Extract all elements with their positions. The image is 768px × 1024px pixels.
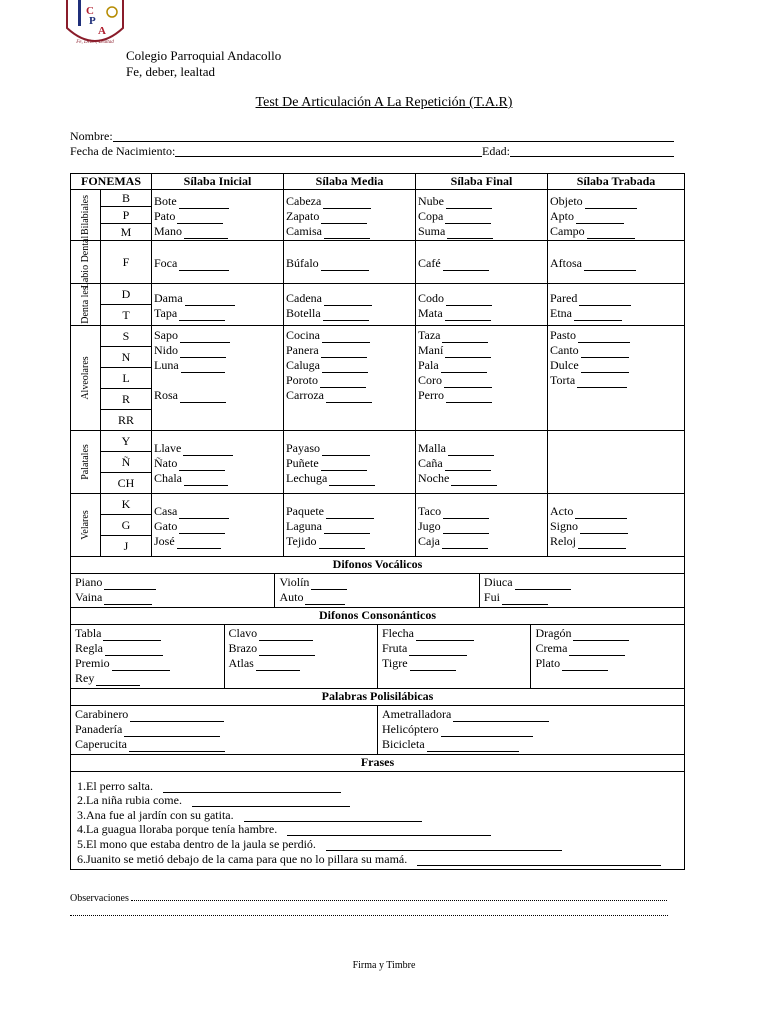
phoneme-cell: M xyxy=(101,224,152,241)
word-item[interactable] xyxy=(286,343,413,358)
phoneme-row xyxy=(71,431,685,452)
difonos-vocalicos-title: Difonos Vocálicos xyxy=(71,557,685,574)
word-label: Pasto xyxy=(550,328,577,342)
word-item[interactable] xyxy=(154,343,281,358)
word-item[interactable] xyxy=(154,388,281,403)
word-item[interactable] xyxy=(286,209,413,224)
word-item[interactable] xyxy=(535,641,680,656)
word-item[interactable] xyxy=(286,504,413,519)
word-item[interactable] xyxy=(418,388,545,403)
word-item[interactable] xyxy=(75,707,373,722)
word-label: Bote xyxy=(154,193,177,208)
word-item[interactable] xyxy=(550,343,682,358)
cell-trabada xyxy=(548,190,685,241)
word-item[interactable] xyxy=(418,194,545,209)
word-item[interactable] xyxy=(535,656,680,671)
word-item[interactable] xyxy=(382,722,680,737)
group-label: Palatales xyxy=(79,444,91,480)
word-item[interactable] xyxy=(382,626,526,641)
frase-text: 1.El perro salta. xyxy=(77,778,153,793)
word-label: Foca xyxy=(154,255,178,270)
svg-text:A: A xyxy=(98,25,106,37)
word-label: Sapo xyxy=(154,328,178,342)
difonos-consonanticos-column xyxy=(224,625,377,688)
word-item[interactable] xyxy=(229,626,373,641)
document-title: Test De Articulación A La Repetición (T.A.R) xyxy=(255,95,513,110)
cell-trabada xyxy=(548,284,685,326)
word-item[interactable] xyxy=(154,256,281,271)
word-item[interactable] xyxy=(418,519,545,534)
word-item[interactable] xyxy=(154,456,281,471)
difonos-vocalicos-column xyxy=(479,574,684,607)
word-item[interactable] xyxy=(75,671,220,686)
word-item[interactable] xyxy=(154,328,281,343)
difonos-vocalicos-section xyxy=(71,574,684,607)
group-label-cell xyxy=(71,190,101,241)
frase-text: 5.El mono que estaba dentro de la jaula se perdió. xyxy=(77,836,316,851)
word-item[interactable] xyxy=(550,291,682,306)
word-label: Malla xyxy=(418,440,446,455)
observaciones-line-2[interactable] xyxy=(70,905,668,916)
word-label: Rey xyxy=(75,671,95,685)
word-item[interactable] xyxy=(75,656,220,671)
word-label: Piano xyxy=(75,575,103,589)
word-label: Carroza xyxy=(286,388,324,402)
word-item[interactable] xyxy=(550,306,682,321)
word-label: Casa xyxy=(154,503,178,518)
phoneme-cell: L xyxy=(101,368,152,389)
header-final: Sílaba Final xyxy=(416,174,548,190)
cell-trabada xyxy=(548,494,685,557)
word-label: Vaina xyxy=(75,590,103,604)
word-item[interactable] xyxy=(550,209,682,224)
word-item[interactable] xyxy=(286,358,413,373)
word-label: Cabeza xyxy=(286,193,322,208)
phoneme-cell: CH xyxy=(101,473,152,494)
phoneme-row xyxy=(71,241,685,284)
difonos-consonanticos-title: Difonos Consonánticos xyxy=(71,608,685,625)
word-item[interactable] xyxy=(550,373,682,388)
word-label: Camisa xyxy=(286,223,322,238)
word-item[interactable] xyxy=(154,534,281,549)
word-label: Botella xyxy=(286,305,321,320)
cell-inicial xyxy=(152,494,284,557)
difonos-consonanticos-column xyxy=(377,625,530,688)
articulation-table xyxy=(70,173,685,870)
cell-media xyxy=(284,494,416,557)
phoneme-cell: J xyxy=(101,536,152,557)
word-label: Tejido xyxy=(286,533,317,548)
frase-text: 4.La guagua lloraba porque tenía hambre. xyxy=(77,822,278,837)
observaciones-label: Observaciones xyxy=(70,893,129,904)
word-label: Copa xyxy=(418,208,444,223)
word-item[interactable] xyxy=(418,209,545,224)
word-label: Taco xyxy=(418,503,442,518)
word-item[interactable] xyxy=(286,306,413,321)
word-label: Codo xyxy=(418,290,445,305)
word-item[interactable] xyxy=(550,519,682,534)
word-item[interactable] xyxy=(418,306,545,321)
difonos-consonanticos-section xyxy=(71,625,684,688)
phoneme-row xyxy=(71,284,685,305)
word-label: Helicóptero xyxy=(382,722,439,736)
word-label: Jugo xyxy=(418,518,441,533)
word-item[interactable] xyxy=(286,441,413,456)
group-label: Bilabiales xyxy=(79,195,91,235)
word-label: Poroto xyxy=(286,373,319,387)
word-label: Brazo xyxy=(228,641,258,655)
polisilabicas-column xyxy=(71,706,378,754)
table-header-row xyxy=(71,174,685,190)
word-item[interactable] xyxy=(418,358,545,373)
phoneme-row xyxy=(71,494,685,515)
word-label: Fui xyxy=(483,590,500,604)
word-item[interactable] xyxy=(279,590,474,605)
name-field[interactable] xyxy=(70,128,674,144)
cell-final xyxy=(416,326,548,431)
word-item[interactable] xyxy=(418,534,545,549)
word-label: Rosa xyxy=(154,388,178,402)
cell-media xyxy=(284,284,416,326)
word-label: Violín xyxy=(279,575,310,589)
cell-media xyxy=(284,241,416,284)
word-item[interactable] xyxy=(154,209,281,224)
word-item[interactable] xyxy=(418,291,545,306)
word-item[interactable] xyxy=(279,575,474,590)
cell-media xyxy=(284,190,416,241)
word-label: Cadena xyxy=(286,290,322,305)
polisilabicas-column xyxy=(378,706,685,754)
word-item[interactable] xyxy=(75,722,373,737)
word-label: Fruta xyxy=(381,641,408,655)
word-item[interactable] xyxy=(154,224,281,239)
word-item[interactable] xyxy=(154,373,281,388)
word-item[interactable] xyxy=(418,373,545,388)
word-label: Pala xyxy=(418,358,439,372)
word-item[interactable] xyxy=(550,194,682,209)
word-item[interactable] xyxy=(286,456,413,471)
word-label: Puñete xyxy=(286,455,319,470)
birth-label: Fecha de Nacimiento: xyxy=(70,144,176,158)
cell-media xyxy=(284,431,416,494)
word-item[interactable] xyxy=(75,626,220,641)
frase-item[interactable] xyxy=(77,836,680,851)
word-label: Noche xyxy=(418,470,450,485)
name-label: Nombre: xyxy=(70,129,113,143)
word-label: Objeto xyxy=(550,193,583,208)
word-item[interactable] xyxy=(286,194,413,209)
word-label: Flecha xyxy=(381,626,414,640)
word-label: Nido xyxy=(154,343,178,357)
word-item[interactable] xyxy=(75,590,270,605)
word-label: Torta xyxy=(550,373,576,387)
phoneme-row xyxy=(71,326,685,347)
word-item[interactable] xyxy=(286,471,413,486)
group-label: Denta les xyxy=(79,285,91,324)
cell-final xyxy=(416,241,548,284)
phoneme-row xyxy=(71,190,685,207)
cell-trabada xyxy=(548,431,685,494)
word-label: Taza xyxy=(418,328,441,342)
word-item[interactable] xyxy=(286,328,413,343)
age-field[interactable] xyxy=(510,145,674,157)
word-item[interactable] xyxy=(550,358,682,373)
word-item[interactable] xyxy=(154,471,281,486)
word-item[interactable] xyxy=(229,656,373,671)
cell-inicial xyxy=(152,284,284,326)
word-item[interactable] xyxy=(418,471,545,486)
word-label: Pared xyxy=(550,290,578,305)
cell-inicial xyxy=(152,190,284,241)
word-label: Ñato xyxy=(154,455,178,470)
word-label: Suma xyxy=(418,223,446,238)
cell-final xyxy=(416,284,548,326)
word-item[interactable] xyxy=(550,256,682,271)
word-item[interactable] xyxy=(154,306,281,321)
birth-age-row xyxy=(70,143,674,159)
word-label: Acto xyxy=(550,503,574,518)
word-label: Panadería xyxy=(75,722,123,736)
word-item[interactable] xyxy=(286,388,413,403)
word-label: Plato xyxy=(535,656,561,670)
word-label: Caluga xyxy=(286,358,320,372)
word-item[interactable] xyxy=(286,291,413,306)
word-label: Laguna xyxy=(286,518,322,533)
group-label-cell xyxy=(71,431,101,494)
phoneme-cell: R xyxy=(101,389,152,410)
word-item[interactable] xyxy=(550,534,682,549)
word-item[interactable] xyxy=(286,534,413,549)
word-label: Carabinero xyxy=(75,707,129,721)
header-trabada: Sílaba Trabada xyxy=(548,174,685,190)
group-label-cell xyxy=(71,494,101,557)
word-item[interactable] xyxy=(382,737,680,752)
frase-text: 6.Juanito se metió debajo de la cama para que no lo pillara su mamá. xyxy=(77,851,408,866)
frase-item[interactable] xyxy=(77,807,680,822)
phoneme-cell: K xyxy=(101,494,152,515)
phoneme-cell: N xyxy=(101,347,152,368)
word-label: Clavo xyxy=(228,626,258,640)
word-label: Mano xyxy=(154,223,182,238)
word-label: Regla xyxy=(75,641,103,655)
word-label: Reloj xyxy=(550,533,576,548)
cell-trabada xyxy=(548,241,685,284)
word-item[interactable] xyxy=(550,504,682,519)
word-label: José xyxy=(154,533,175,548)
phoneme-cell: T xyxy=(101,305,152,326)
word-label: Tigre xyxy=(381,656,408,670)
word-label: Bicicleta xyxy=(382,737,425,751)
word-label: Signo xyxy=(550,518,579,533)
word-item[interactable] xyxy=(286,256,413,271)
phoneme-cell: B xyxy=(101,190,152,207)
difonos-vocalicos-column xyxy=(275,574,479,607)
cell-inicial xyxy=(152,241,284,284)
word-label: Búfalo xyxy=(286,255,319,270)
frase-text: 2.La niña rubia come. xyxy=(77,793,182,808)
word-item[interactable] xyxy=(229,641,373,656)
difonos-consonanticos-column xyxy=(531,625,684,688)
phoneme-cell: S xyxy=(101,326,152,347)
word-label: Luna xyxy=(154,358,179,372)
svg-text:C: C xyxy=(86,5,94,17)
birth-field[interactable] xyxy=(175,145,482,157)
word-item[interactable] xyxy=(154,291,281,306)
word-label: Maní xyxy=(418,343,444,357)
word-label: Nube xyxy=(418,193,444,208)
svg-text:Fe, Deber, Lealtad: Fe, Deber, Lealtad xyxy=(76,40,114,45)
group-label: Alveolares xyxy=(79,356,91,400)
header-media: Sílaba Media xyxy=(284,174,416,190)
word-label: Payaso xyxy=(286,440,320,455)
group-label: Velares xyxy=(79,510,91,540)
word-item[interactable] xyxy=(418,224,545,239)
word-item[interactable] xyxy=(154,504,281,519)
word-item[interactable] xyxy=(535,626,680,641)
word-label: Cocina xyxy=(286,328,320,342)
cell-trabada xyxy=(548,326,685,431)
word-label: Lechuga xyxy=(286,470,328,485)
cell-media xyxy=(284,326,416,431)
word-item[interactable] xyxy=(154,358,281,373)
word-label: Diuca xyxy=(483,575,513,589)
word-label: Ametralladora xyxy=(382,707,452,721)
word-item[interactable] xyxy=(418,504,545,519)
frase-item[interactable] xyxy=(77,778,680,793)
word-label: Apto xyxy=(550,208,574,223)
difonos-consonanticos-column xyxy=(71,625,224,688)
phoneme-cell: F xyxy=(101,241,152,284)
phoneme-cell: D xyxy=(101,284,152,305)
word-label: Panera xyxy=(286,343,319,357)
word-label: Llave xyxy=(154,440,182,455)
frase-item[interactable] xyxy=(77,793,680,808)
word-label: Gato xyxy=(154,518,178,533)
word-label: Campo xyxy=(550,223,585,238)
cell-final xyxy=(416,494,548,557)
group-label-cell xyxy=(71,235,101,289)
word-label: Etna xyxy=(550,305,572,320)
header-inicial: Sílaba Inicial xyxy=(152,174,284,190)
svg-text:P: P xyxy=(89,15,96,27)
word-item[interactable] xyxy=(286,373,413,388)
phoneme-cell: Ñ xyxy=(101,452,152,473)
school-crest-logo xyxy=(64,0,126,46)
word-label: Premio xyxy=(75,656,110,670)
frases-title: Frases xyxy=(71,755,685,772)
school-header xyxy=(126,48,281,80)
frase-item[interactable] xyxy=(77,822,680,837)
word-item[interactable] xyxy=(286,519,413,534)
word-label: Paquete xyxy=(286,503,324,518)
phoneme-cell: P xyxy=(101,207,152,224)
word-label: Perro xyxy=(418,388,444,402)
word-label: Chala xyxy=(154,470,182,485)
word-item[interactable] xyxy=(75,737,373,752)
word-item[interactable] xyxy=(382,707,680,722)
group-label: Labio Dental xyxy=(79,235,91,289)
word-label: Dragón xyxy=(535,626,572,640)
word-item[interactable] xyxy=(484,575,680,590)
word-label: Coro xyxy=(418,373,442,387)
group-label-cell xyxy=(71,326,101,431)
word-item[interactable] xyxy=(154,441,281,456)
school-motto: Fe, deber, lealtad xyxy=(126,64,215,79)
word-item[interactable] xyxy=(484,590,680,605)
word-label: Canto xyxy=(550,343,579,357)
word-label: Dulce xyxy=(550,358,579,372)
phoneme-cell: Y xyxy=(101,431,152,452)
word-item[interactable] xyxy=(382,656,526,671)
word-label: Crema xyxy=(535,641,568,655)
word-label: Pato xyxy=(154,208,176,223)
word-label: Dama xyxy=(154,290,183,305)
header-fonemas: FONEMAS xyxy=(71,174,152,190)
word-label: Aftosa xyxy=(550,255,582,270)
cell-final xyxy=(416,190,548,241)
cell-inicial xyxy=(152,326,284,431)
word-label: Mata xyxy=(418,305,443,320)
word-label: Tabla xyxy=(75,626,102,640)
cell-inicial xyxy=(152,431,284,494)
cell-final xyxy=(416,431,548,494)
frases-section xyxy=(71,772,685,870)
word-label: Caña xyxy=(418,455,443,470)
word-item[interactable] xyxy=(418,328,545,343)
polisilabicas-title: Palabras Polisilábicas xyxy=(71,689,685,706)
word-label: Tapa xyxy=(154,305,178,320)
polisilabicas-section xyxy=(71,706,684,754)
word-label: Café xyxy=(418,255,441,270)
word-label: Atlas xyxy=(228,656,254,670)
age-label: Edad: xyxy=(482,144,510,158)
word-label: Caja xyxy=(418,533,440,548)
word-item[interactable] xyxy=(75,575,270,590)
word-item[interactable] xyxy=(154,519,281,534)
word-item[interactable] xyxy=(418,441,545,456)
firma-timbre-label: Firma y Timbre xyxy=(352,960,416,971)
frase-text: 3.Ana fue al jardín con su gatita. xyxy=(77,807,234,822)
word-item[interactable] xyxy=(382,641,526,656)
word-item[interactable] xyxy=(418,456,545,471)
difonos-vocalicos-column xyxy=(71,574,275,607)
word-item[interactable] xyxy=(286,224,413,239)
word-item[interactable] xyxy=(550,328,682,343)
frase-item[interactable] xyxy=(77,851,680,866)
school-name: Colegio Parroquial Andacollo xyxy=(126,48,282,63)
word-item[interactable] xyxy=(75,641,220,656)
word-label: Zapato xyxy=(286,208,320,223)
phoneme-cell: G xyxy=(101,515,152,536)
phoneme-cell: RR xyxy=(101,410,152,431)
word-item[interactable] xyxy=(418,256,545,271)
word-label: Auto xyxy=(279,590,304,604)
word-item[interactable] xyxy=(550,224,682,239)
word-item[interactable] xyxy=(418,343,545,358)
group-label-cell xyxy=(71,284,101,326)
word-label: Caperucita xyxy=(75,737,127,751)
word-item[interactable] xyxy=(154,194,281,209)
observaciones-line-1[interactable] xyxy=(70,893,680,904)
